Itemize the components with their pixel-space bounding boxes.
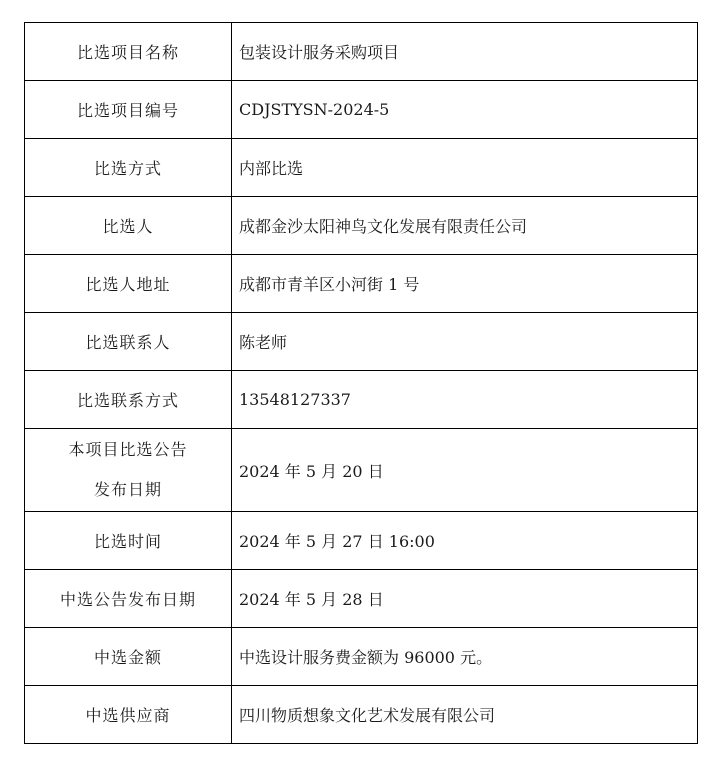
table-row bbox=[25, 139, 698, 197]
row-label-line2: 发布日期 bbox=[93, 480, 162, 499]
row-value: CDJSTYSN-2024-5 bbox=[232, 81, 698, 139]
table-row bbox=[25, 255, 698, 313]
row-label: 比选人 bbox=[25, 197, 232, 255]
row-label: 比选项目编号 bbox=[25, 81, 232, 139]
row-value: 2024 年 5 月 20 日 bbox=[232, 429, 698, 512]
row-value: 成都金沙太阳神鸟文化发展有限责任公司 bbox=[232, 197, 698, 255]
table-row bbox=[25, 371, 698, 429]
row-value: 陈老师 bbox=[232, 313, 698, 371]
table-row bbox=[25, 197, 698, 255]
procurement-info-table bbox=[24, 22, 698, 744]
table-row bbox=[25, 628, 698, 686]
row-label: 比选时间 bbox=[25, 512, 232, 570]
row-value: 2024 年 5 月 27 日 16:00 bbox=[232, 512, 698, 570]
table-row bbox=[25, 686, 698, 744]
row-label: 比选联系方式 bbox=[25, 371, 232, 429]
row-label: 中选供应商 bbox=[25, 686, 232, 744]
table-row bbox=[25, 81, 698, 139]
row-value: 包装设计服务采购项目 bbox=[232, 23, 698, 81]
table-row bbox=[25, 570, 698, 628]
row-label: 中选公告发布日期 bbox=[25, 570, 232, 628]
row-value: 2024 年 5 月 28 日 bbox=[232, 570, 698, 628]
row-value: 中选设计服务费金额为 96000 元。 bbox=[232, 628, 698, 686]
table-row bbox=[25, 313, 698, 371]
row-label: 比选联系人 bbox=[25, 313, 232, 371]
row-label-line1: 本项目比选公告 bbox=[68, 440, 188, 459]
row-value: 13548127337 bbox=[232, 371, 698, 429]
table-row bbox=[25, 512, 698, 570]
row-label: 比选项目名称 bbox=[25, 23, 232, 81]
row-label: 中选金额 bbox=[25, 628, 232, 686]
row-value: 内部比选 bbox=[232, 139, 698, 197]
row-label: 比选人地址 bbox=[25, 255, 232, 313]
table-row bbox=[25, 23, 698, 81]
row-value: 成都市青羊区小河街 1 号 bbox=[232, 255, 698, 313]
table-row bbox=[25, 429, 698, 512]
row-value: 四川物质想象文化艺术发展有限公司 bbox=[232, 686, 698, 744]
row-label-two-line bbox=[25, 429, 232, 512]
row-label: 比选方式 bbox=[25, 139, 232, 197]
